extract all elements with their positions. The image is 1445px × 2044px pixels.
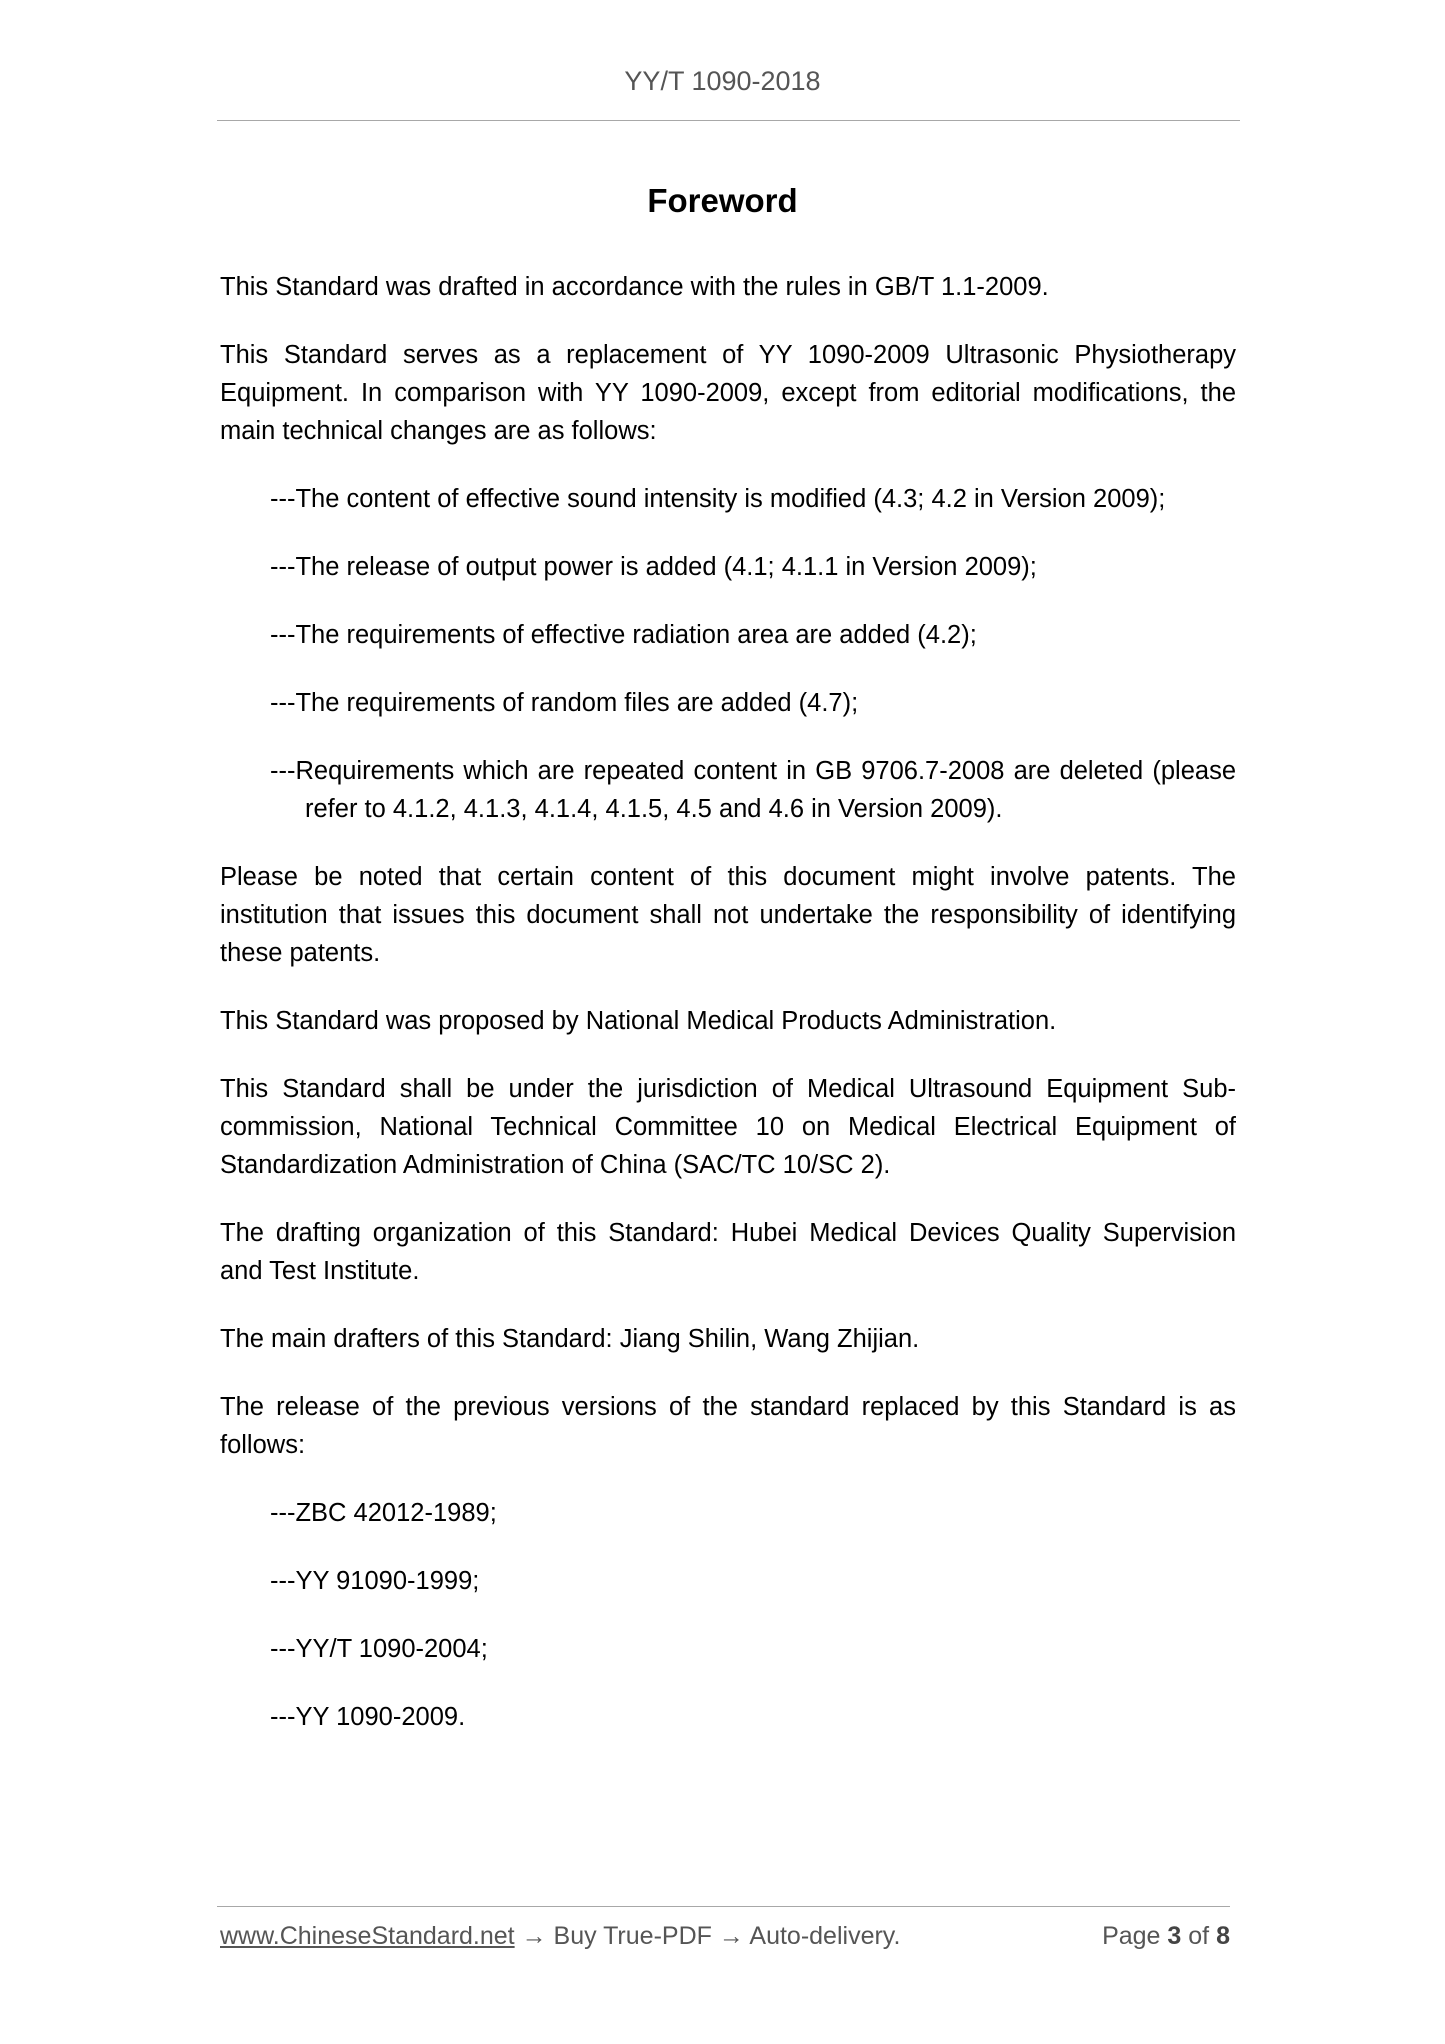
list-item-change: ---The requirements of effective radiation area are added (4.2); [270, 621, 977, 649]
list-item-previous-version: ---YY/T 1090-2004; [270, 1635, 488, 1663]
paragraph-jurisdiction: This Standard shall be under the jurisdiction of Medical Ultrasound Equipment Sub-commission, National Technical Committee 10 on Medical Electrical Equipment of Standardization Administration of China (SAC/TC 10/SC 2). [220, 1075, 1236, 1179]
list-item-change: ---The requirements of random files are added (4.7); [270, 689, 859, 717]
page-title: Foreword [647, 182, 798, 219]
list-item-previous-version: ---YY 91090-1999; [270, 1567, 480, 1595]
paragraph-drafting-organization: The drafting organization of this Standard: Hubei Medical Devices Quality Supervision and Test Institute. [220, 1219, 1236, 1285]
paragraph-replacement: This Standard serves as a replacement of YY 1090-2009 Ultrasonic Physiotherapy Equipment. In comparison with YY 1090-2009, except from editorial modifications, the main technical changes are as follows: [220, 341, 1236, 445]
footer-tagline: → Buy True-PDF → Auto-delivery. [514, 1922, 901, 1950]
list-item-change: ---The release of output power is added (4.1; 4.1.1 in Version 2009); [270, 553, 1037, 581]
page-of-label: of [1188, 1922, 1210, 1950]
footer-promo [220, 1922, 900, 1951]
list-item-change: ---The content of effective sound intensity is modified (4.3; 4.2 in Version 2009); [270, 485, 1166, 513]
document-id-header: YY/T 1090-2018 [624, 66, 821, 96]
paragraph-main-drafters: The main drafters of this Standard: Jiang Shilin, Wang Zhijian. [220, 1325, 920, 1353]
paragraph-previous-versions: The release of the previous versions of the standard replaced by this Standard is as follows: [220, 1393, 1236, 1459]
page-current: 3 [1167, 1922, 1182, 1950]
list-item-previous-version: ---ZBC 42012-1989; [270, 1499, 497, 1527]
footer-divider [217, 1906, 1230, 1907]
page-total: 8 [1216, 1922, 1230, 1950]
paragraph-drafting-rules: This Standard was drafted in accordance with the rules in GB/T 1.1-2009. [220, 273, 1049, 301]
website-link[interactable]: www.ChineseStandard.net [220, 1922, 515, 1950]
page-label: Page [1102, 1922, 1161, 1950]
list-item-previous-version: ---YY 1090-2009. [270, 1703, 466, 1731]
list-item-change: ---Requirements which are repeated content in GB 9706.7-2008 are deleted (please refer to 4.1.2, 4.1.3, 4.1.4, 4.1.5, 4.5 and 4.6 in Version 2009). [270, 757, 1236, 823]
page-number [1102, 1922, 1230, 1951]
paragraph-patents: Please be noted that certain content of this document might involve patents. The institution that issues this document shall not undertake the responsibility of identifying these patents. [220, 863, 1236, 967]
paragraph-proposed-by: This Standard was proposed by National Medical Products Administration. [220, 1007, 1057, 1035]
document-body [220, 268, 1236, 1766]
header-divider [217, 120, 1240, 121]
